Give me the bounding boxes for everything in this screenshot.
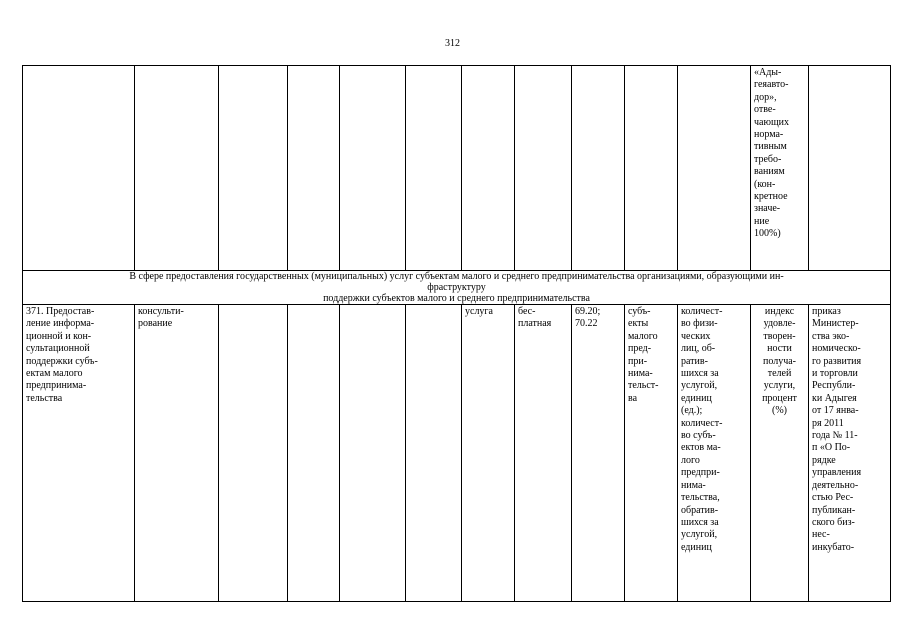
registry-table (22, 65, 891, 602)
section-header-row (23, 271, 891, 305)
quality-indicators-cell: индекс удовле- творен- ности получа- телей услуги, процент (%) (751, 305, 809, 602)
section-header (23, 271, 891, 305)
table-cell (462, 66, 515, 271)
payment-cell: бес- платная (515, 305, 572, 602)
service-content-cell: консульти- рование (135, 305, 219, 602)
legal-basis-cell: приказ Министер- ства эко- номическо- го развития и торговли Республи- ки Адыгея от 17 янва- ря 2011 года № 11- п «О По- рядке управления деятельно- стью Рес- публикан- ского биз- нес- инкубато- (809, 305, 891, 602)
table-cell (809, 66, 891, 271)
table-cell-standard-fragment: «Ады- геяавто- дор», отве- чающих норма- тивным требо- ваниям (кон- кретное значе- ние 100%) (751, 66, 809, 271)
section-header-line: фраструктуру (427, 282, 486, 293)
service-name-cell: 371. Предостав- ление информа- ционной и кон- сультационной поддержки субъ- ектам малого предпринима- тельства (23, 305, 135, 602)
table-cell (406, 305, 462, 602)
table-cell (515, 66, 572, 271)
table-cell (219, 305, 288, 602)
table-cell (340, 66, 406, 271)
table-cell (288, 305, 340, 602)
table-cell (406, 66, 462, 271)
volume-indicators-cell: количест- во физи- ческих лиц, об- ратив- шихся за услугой, единиц (ед.); количест- во субъ- ектов ма- лого предпри- нима- тельства, обратив- шихся за услугой, единиц (678, 305, 751, 602)
section-header-line: В сфере предоставления государственных (муниципальных) услуг субъектам малого и среднего предпринимательства организациями, образующими ин- (129, 271, 784, 282)
service-type-cell: услуга (462, 305, 515, 602)
table-row-371 (23, 305, 891, 602)
table-row-continuation (23, 66, 891, 271)
table-cell (340, 305, 406, 602)
table-cell (23, 66, 135, 271)
table-cell (625, 66, 678, 271)
table-cell (288, 66, 340, 271)
page-number: 312 (445, 38, 460, 49)
table-cell (572, 66, 625, 271)
table-cell (678, 66, 751, 271)
table-cell (135, 66, 219, 271)
table-cell (219, 66, 288, 271)
consumers-cell: субъ- екты малого пред- при- нима- тельст- ва (625, 305, 678, 602)
codes-cell: 69.20; 70.22 (572, 305, 625, 602)
section-header-line: поддержки субъектов малого и среднего предпринимательства (323, 293, 590, 304)
